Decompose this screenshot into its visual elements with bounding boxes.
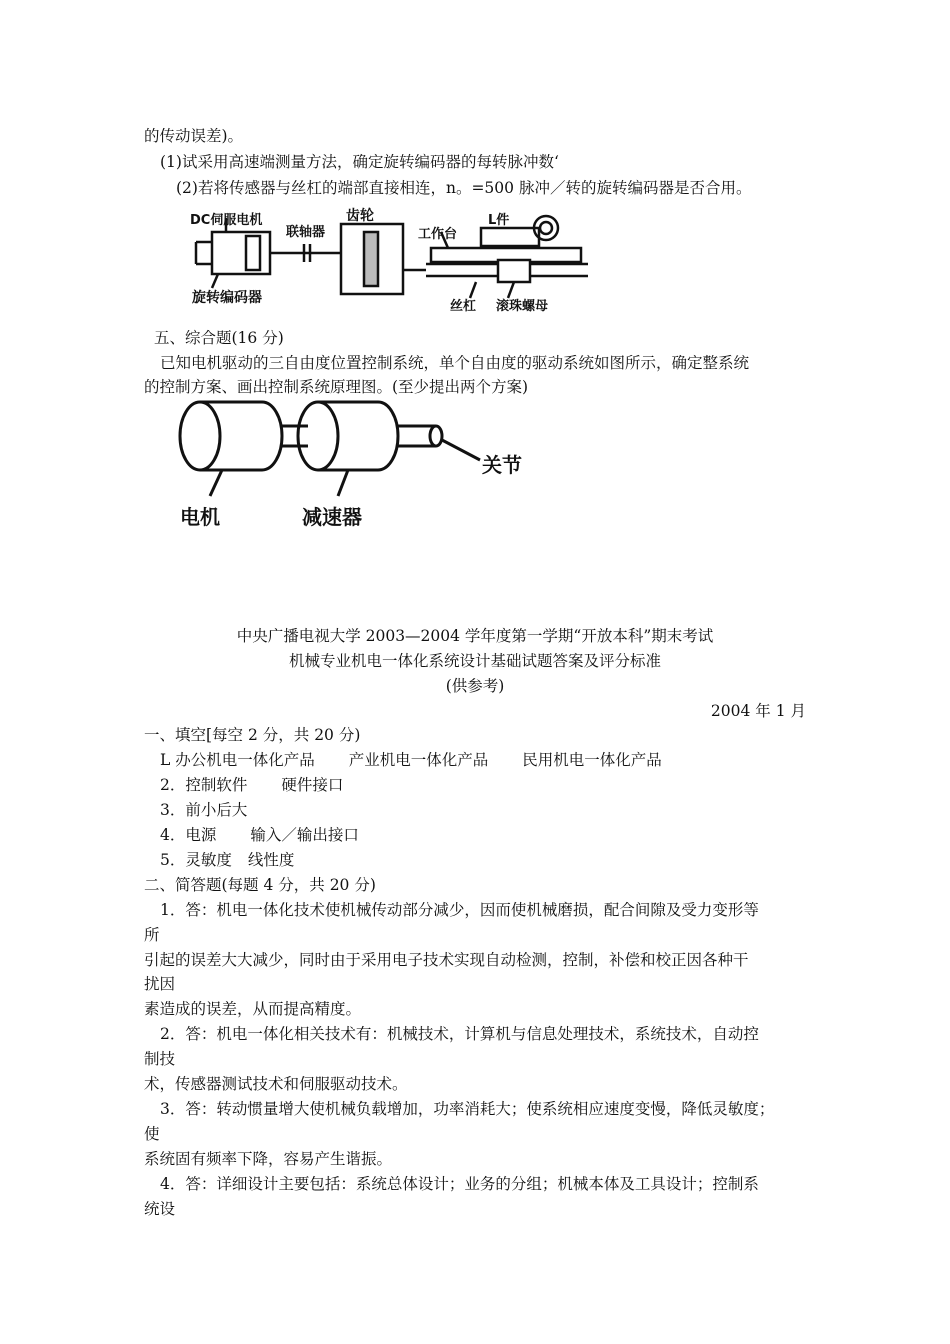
answer-item: 输入／输出接口 [250, 826, 359, 844]
answer-item: 线性度 [247, 851, 295, 869]
text-line: 的控制方案、画出控制系统原理图。(至少提出两个方案) [144, 378, 529, 396]
text-line: 已知电机驱动的三自由度位置控制系统，单个自由度的驱动系统如图所示，确定整系统 [160, 354, 750, 372]
part2-title: 二、简答题(每题 4 分，共 20 分) [144, 876, 376, 894]
answer-item: L 办公机电一体化产品 [160, 751, 315, 769]
text-line: 扰因 [144, 975, 176, 993]
text-line: 2．答：机电一体化相关技术有：机械技术，计算机与信息处理技术，系统技术，自动控 [160, 1025, 759, 1043]
answer-note: (供参考) [445, 677, 505, 695]
text-line: 使 [144, 1125, 160, 1143]
answer-row [160, 750, 662, 770]
answer-item: 硬件接口 [281, 776, 344, 794]
text-line: 制技 [144, 1050, 176, 1068]
motor-label: 电机 [180, 505, 220, 529]
answer-subtitle: 机械专业机电一体化系统设计基础试题答案及评分标准 [288, 652, 661, 670]
text-line: 素造成的误差，从而提高精度。 [144, 1000, 362, 1018]
text-line: 所 [144, 926, 160, 944]
section-title: 五、综合题(16 分) [154, 329, 284, 347]
nut-label: 滚珠螺母 [496, 299, 549, 314]
text-line: (1)试采用高速端测量方法，确定旋转编码器的每转脉冲数‘ [160, 153, 559, 171]
gear-label: 齿轮 [346, 208, 374, 224]
screw-label: 丝杠 [450, 299, 477, 314]
answer-item: 民用机电一体化产品 [522, 751, 662, 769]
coupling-label: 联轴器 [286, 225, 326, 240]
answer-row [160, 850, 294, 870]
answer-row [160, 825, 359, 845]
text-line: 术，传感器测试技术和伺服驱动技术。 [144, 1075, 408, 1093]
text-line: 的传动误差)。 [144, 127, 244, 145]
text-line: 4．答：详细设计主要包括：系统总体设计；业务的分组；机械本体及工具设计；控制系 [160, 1175, 759, 1193]
answer-item: 4．电源 [160, 826, 217, 844]
text-line: (2)若将传感器与丝杠的端部直接相连，n。=500 脉冲／转的旋转编码器是否合用。 [176, 179, 752, 197]
motor-reducer-figure [170, 396, 550, 536]
text-line: 引起的误差大大减少，同时由于采用电子技术实现自动检测，控制，补偿和校正因各种干 [144, 951, 749, 969]
text-line: 统设 [144, 1200, 176, 1218]
encoder-label: 旋转编码器 [192, 290, 262, 306]
table-label: 工作台 [418, 227, 458, 242]
text-line: 系统固有频率下降，容易产生谐振。 [144, 1150, 393, 1168]
reducer-label: 减速器 [302, 505, 362, 529]
answer-title: 中央广播电视大学 2003—2004 学年度第一学期“开放本科”期末考试 [236, 627, 714, 645]
answer-row [160, 775, 343, 795]
motor-label: DC伺服电机 [190, 213, 263, 228]
answer-date: 2004 年 1 月 [710, 702, 806, 720]
part1-title: 一、填空[每空 2 分，共 20 分) [144, 726, 361, 744]
answer-item: 5．灵敏度 [160, 851, 232, 869]
answer-item: 产业机电一体化产品 [348, 751, 489, 769]
answer-row: 3．前小后大 [160, 801, 248, 819]
workpiece-label: L件 [488, 213, 510, 228]
servo-drive-figure [186, 206, 606, 318]
answer-item: 2．控制软件 [160, 776, 248, 794]
text-line: 1．答：机电一体化技术使机械传动部分减少，因而使机械磨损，配合间隙及受力变形等 [160, 901, 759, 919]
joint-label: 关节 [482, 453, 522, 477]
text-line: 3．答：转动惯量增大使机械负载增加，功率消耗大；使系统相应速度变慢，降低灵敏度； [160, 1100, 775, 1118]
